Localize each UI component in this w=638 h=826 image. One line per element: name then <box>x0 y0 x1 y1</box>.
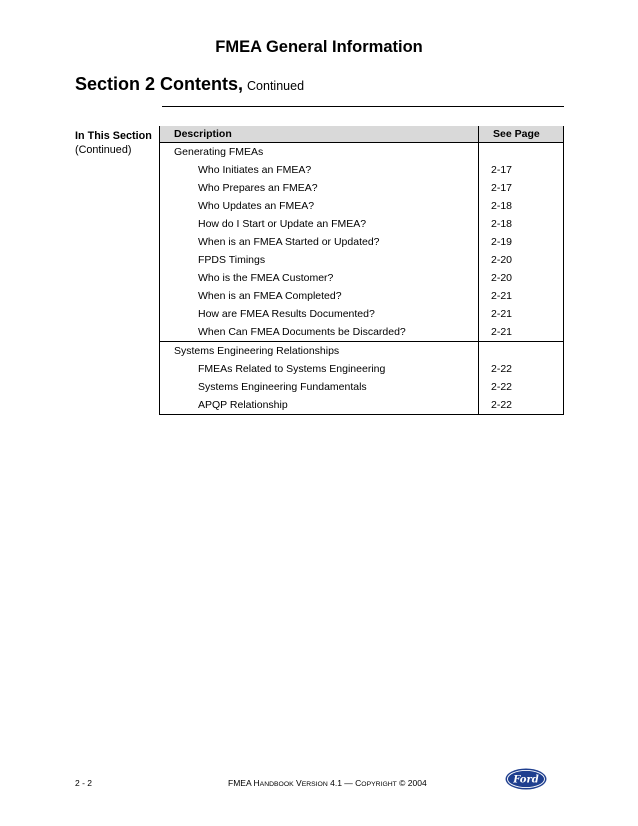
in-this-section-label: In This Section <box>75 130 152 142</box>
heading-divider <box>162 106 564 107</box>
entry-page: 2-22 <box>479 360 564 378</box>
section-heading-text: Section 2 Contents, <box>75 74 244 94</box>
entry-page: 2-17 <box>479 179 564 197</box>
entry-page: 2-20 <box>479 269 564 287</box>
table-row <box>160 161 564 179</box>
entry-label: When Can FMEA Documents be Discarded? <box>160 323 479 342</box>
entry-label: FMEAs Related to Systems Engineering <box>160 360 479 378</box>
entry-label: Who is the FMEA Customer? <box>160 269 479 287</box>
table-row <box>160 287 564 305</box>
table-row <box>160 396 564 415</box>
entry-page: 2-19 <box>479 233 564 251</box>
group-title: Generating FMEAs <box>160 143 479 162</box>
section-heading-continued: Continued <box>247 79 305 93</box>
entry-label: How are FMEA Results Documented? <box>160 305 479 323</box>
table-row <box>160 378 564 396</box>
entry-page: 2-18 <box>479 197 564 215</box>
entry-page: 2-21 <box>479 287 564 305</box>
contents-table <box>159 126 564 415</box>
entry-label: When is an FMEA Started or Updated? <box>160 233 479 251</box>
footer-copyright: FMEA HANDBOOK VERSION 4.1 — COPYRIGHT © 2004 <box>228 778 427 788</box>
logo-text: Ford <box>513 774 539 786</box>
table-row <box>160 233 564 251</box>
group-row <box>160 342 564 361</box>
group-title: Systems Engineering Relationships <box>160 342 479 361</box>
entry-label: Who Prepares an FMEA? <box>160 179 479 197</box>
entry-page: 2-22 <box>479 396 564 415</box>
table-row <box>160 269 564 287</box>
side-label <box>75 129 152 157</box>
table-row <box>160 323 564 342</box>
description-column-header: Description <box>160 126 479 143</box>
table-header-row <box>160 126 564 143</box>
entry-label: APQP Relationship <box>160 396 479 415</box>
group-row <box>160 143 564 162</box>
entry-label: Who Updates an FMEA? <box>160 197 479 215</box>
page-title: FMEA General Information <box>215 38 423 56</box>
table-row <box>160 251 564 269</box>
footer-page-number: 2 - 2 <box>75 778 93 788</box>
entry-page: 2-18 <box>479 215 564 233</box>
table-row <box>160 305 564 323</box>
ford-logo-icon <box>505 768 547 790</box>
table-row <box>160 360 564 378</box>
entry-label: Systems Engineering Fundamentals <box>160 378 479 396</box>
entry-page: 2-22 <box>479 378 564 396</box>
table-row <box>160 197 564 215</box>
continued-label: (Continued) <box>75 144 132 156</box>
entry-page: 2-17 <box>479 161 564 179</box>
entry-label: Who Initiates an FMEA? <box>160 161 479 179</box>
entry-page: 2-21 <box>479 323 564 342</box>
section-heading <box>75 74 304 95</box>
entry-label: When is an FMEA Completed? <box>160 287 479 305</box>
see-page-column-header: See Page <box>479 126 564 143</box>
entry-page: 2-21 <box>479 305 564 323</box>
table-row <box>160 215 564 233</box>
table-row <box>160 179 564 197</box>
entry-label: How do I Start or Update an FMEA? <box>160 215 479 233</box>
entry-page: 2-20 <box>479 251 564 269</box>
entry-label: FPDS Timings <box>160 251 479 269</box>
